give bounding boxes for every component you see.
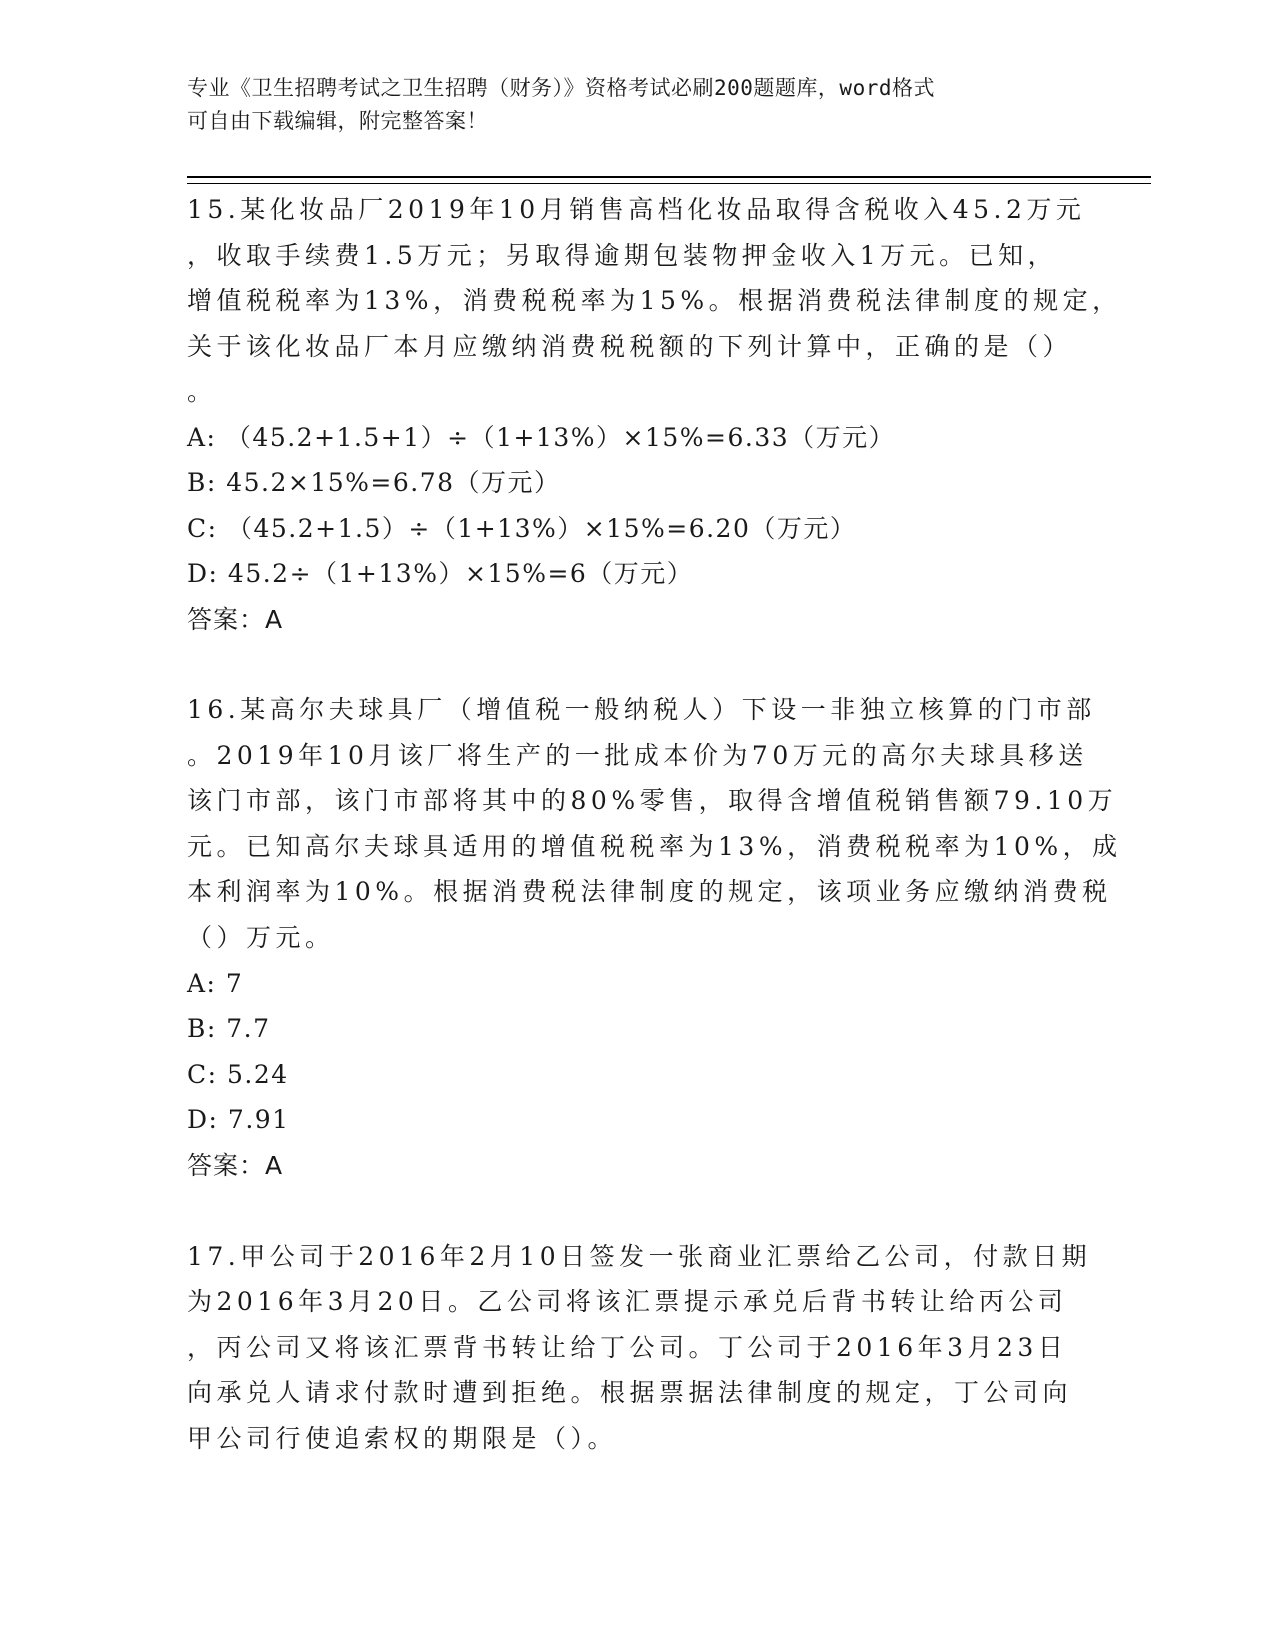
option-a: A: 7 <box>187 968 244 998</box>
stem-line: 16.某高尔夫球具厂（增值税一般纳税人）下设一非独立核算的门市部 <box>187 694 1096 724</box>
stem-line: ，丙公司又将该汇票背书转让给丁公司。丁公司于2016年3月23日 <box>187 1332 1068 1362</box>
document-header <box>187 72 1087 138</box>
stem-line: 甲公司行使追索权的期限是（）。 <box>187 1423 618 1453</box>
question-list <box>187 187 1122 1462</box>
option-c: C: （45.2+1.5）÷（1+13%）×15%=6.20（万元） <box>187 513 857 543</box>
option-b: B: 45.2×15%=6.78（万元） <box>187 468 561 498</box>
answer-line: 答案：A <box>187 1150 284 1180</box>
stem-line: 增值税税率为13%，消费税税率为15%。根据消费税法律制度的规定， <box>187 286 1122 316</box>
stem-line: 元。已知高尔夫球具适用的增值税税率为13%，消费税税率为10%，成 <box>187 831 1122 861</box>
header-divider-thick <box>187 176 1151 178</box>
option-a: A: （45.2+1.5+1）÷（1+13%）×15%=6.33（万元） <box>187 422 896 452</box>
stem-line: 该门市部，该门市部将其中的80%零售，取得含增值税销售额79.10万 <box>187 786 1118 816</box>
question-stem <box>187 1234 1092 1462</box>
stem-line: 关于该化妆品厂本月应缴纳消费税税额的下列计算中，正确的是（） <box>187 331 1073 361</box>
question-stem <box>187 687 1122 961</box>
stem-line: 本利润率为10%。根据消费税法律制度的规定，该项业务应缴纳消费税 <box>187 877 1112 907</box>
stem-line: 17.甲公司于2016年2月10日签发一张商业汇票给乙公司，付款日期 <box>187 1241 1092 1271</box>
option-d: D: 45.2÷（1+13%）×15%=6（万元） <box>187 559 694 589</box>
header-line-1: 专业《卫生招聘考试之卫生招聘（财务）》资格考试必刷200题题库，word格式 <box>187 76 935 100</box>
stem-line: 向承兑人请求付款时遭到拒绝。根据票据法律制度的规定，丁公司向 <box>187 1378 1073 1408</box>
question-stem <box>187 187 1122 415</box>
header-line-2: 可自由下载编辑，附完整答案！ <box>187 109 488 133</box>
stem-line: 为2016年3月20日。乙公司将该汇票提示承兑后背书转让给丙公司 <box>187 1287 1068 1317</box>
stem-line: 15.某化妆品厂2019年10月销售高档化妆品取得含税收入45.2万元 <box>187 195 1086 224</box>
answer-line: 答案：A <box>187 604 284 634</box>
option-d: D: 7.91 <box>187 1105 290 1135</box>
stem-line: 。2019年10月该厂将生产的一批成本价为70万元的高尔夫球具移送 <box>187 740 1088 770</box>
question-15 <box>187 187 1122 642</box>
option-c: C: 5.24 <box>187 1059 289 1089</box>
question-17 <box>187 1234 1092 1462</box>
header-divider-thin <box>187 183 1151 184</box>
option-b: B: 7.7 <box>187 1014 271 1044</box>
stem-line: 。 <box>187 377 217 407</box>
stem-line: ，收取手续费1.5万元；另取得逾期包装物押金收入1万元。已知， <box>187 240 1058 270</box>
question-16 <box>187 687 1122 1188</box>
stem-line: （）万元。 <box>187 922 335 952</box>
